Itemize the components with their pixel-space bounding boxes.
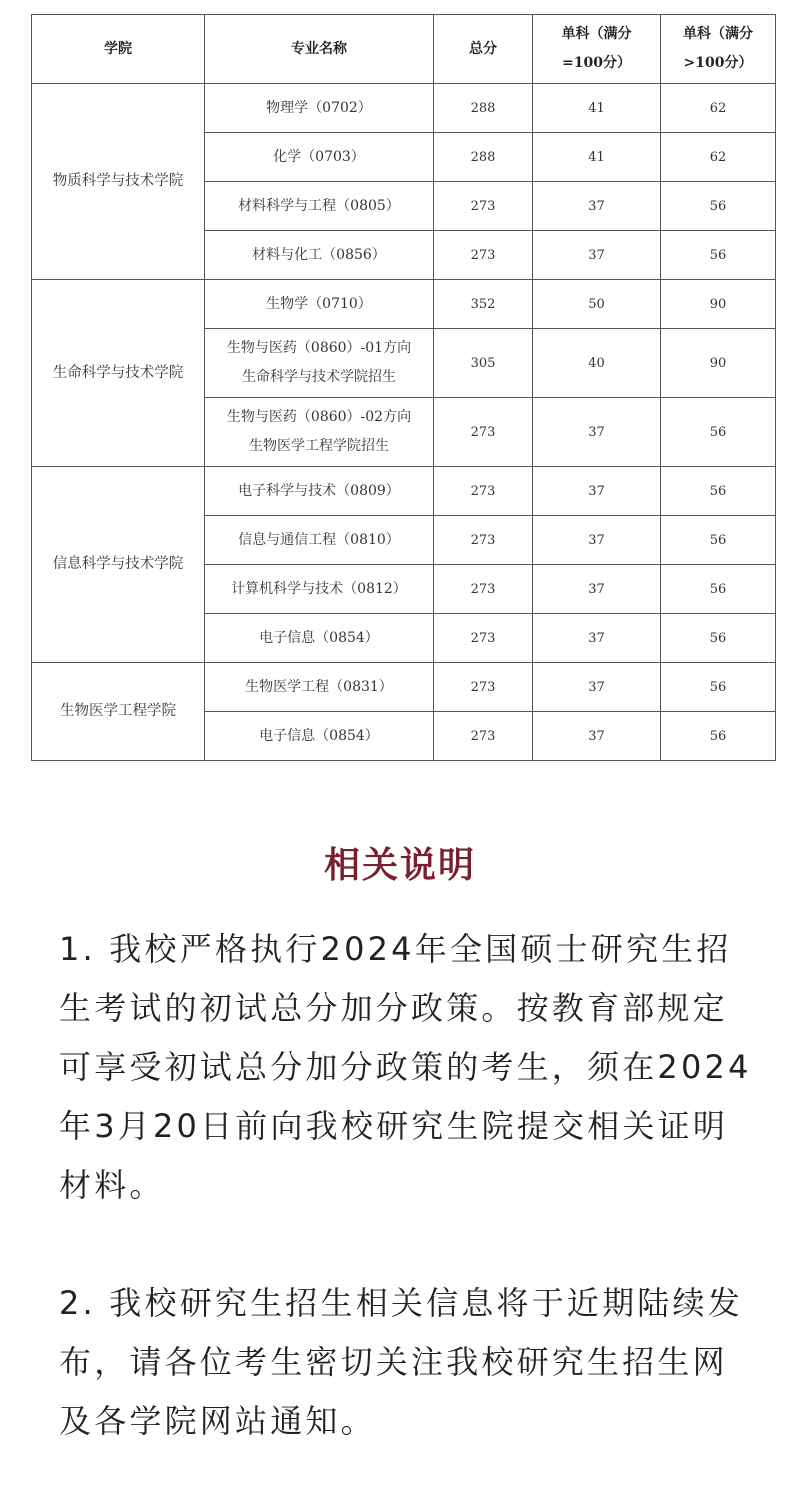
single-over-100-cell: 56 — [661, 182, 776, 231]
single-100-cell: 37 — [533, 182, 661, 231]
single-100-cell: 37 — [533, 398, 661, 467]
major-name-line: 生命科学与技术学院招生 — [242, 369, 396, 385]
header-single-100-line1: 单科（满分 — [561, 26, 632, 42]
major-name-line: 生物与医药（0860）-01方向 — [226, 340, 412, 356]
single-over-100-cell: 62 — [661, 133, 776, 182]
total-score-cell: 273 — [434, 182, 533, 231]
single-100-cell: 37 — [533, 467, 661, 516]
total-score-cell: 288 — [434, 84, 533, 133]
total-score-cell: 273 — [434, 231, 533, 280]
single-over-100-cell: 62 — [661, 84, 776, 133]
major-cell — [205, 663, 434, 712]
major-cell — [205, 614, 434, 663]
total-score-cell: 273 — [434, 467, 533, 516]
single-over-100-cell: 56 — [661, 565, 776, 614]
header-single-over-100-line2: >100分） — [683, 55, 753, 71]
major-cell — [205, 398, 434, 467]
major-cell — [205, 712, 434, 761]
total-score-cell: 273 — [434, 565, 533, 614]
total-score-cell: 305 — [434, 329, 533, 398]
single-100-cell: 37 — [533, 712, 661, 761]
total-score-cell: 273 — [434, 712, 533, 761]
major-cell — [205, 84, 434, 133]
single-100-cell: 37 — [533, 663, 661, 712]
total-score-cell: 352 — [434, 280, 533, 329]
major-cell — [205, 329, 434, 398]
total-score-cell: 273 — [434, 614, 533, 663]
college-cell: 信息科学与技术学院 — [32, 467, 205, 663]
major-name-line: 化学（0703） — [273, 148, 365, 165]
score-line-table — [31, 14, 776, 761]
major-name-line: 计算机科学与技术（0812） — [231, 580, 407, 597]
table-row — [32, 467, 776, 516]
note-paragraph-1: 1. 我校严格执行2024年全国硕士研究生招生考试的初试总分加分政策。按教育部规定可享受初试总分加分政策的考生，须在2024年3月20日前向我校研究生院提交相关证明材料。 — [59, 930, 752, 1204]
college-cell: 生命科学与技术学院 — [32, 280, 205, 467]
single-100-cell: 41 — [533, 84, 661, 133]
note-paragraph-2: 2. 我校研究生招生相关信息将于近期陆续发布，请各位考生密切关注我校研究生招生网及各学院网站通知。 — [59, 1284, 743, 1440]
single-over-100-cell: 56 — [661, 467, 776, 516]
header-major: 专业名称 — [205, 15, 434, 84]
major-name-line: 生物医学工程学院招生 — [249, 438, 389, 454]
major-name-line: 电子信息（0854） — [259, 629, 379, 646]
single-over-100-cell: 56 — [661, 614, 776, 663]
header-single-over-100-line1: 单科（满分 — [683, 26, 753, 42]
major-name-line: 生物医学工程（0831） — [245, 678, 393, 695]
header-single-100 — [533, 15, 661, 84]
major-cell — [205, 182, 434, 231]
major-name-line: 材料与化工（0856） — [252, 246, 386, 263]
header-single-100-line2: =100分） — [562, 55, 631, 71]
table-header-row — [32, 15, 776, 84]
single-over-100-cell: 90 — [661, 280, 776, 329]
single-100-cell: 37 — [533, 516, 661, 565]
major-cell — [205, 467, 434, 516]
single-100-cell: 37 — [533, 231, 661, 280]
major-cell — [205, 516, 434, 565]
single-100-cell: 37 — [533, 565, 661, 614]
section-title: 相关说明 — [323, 845, 476, 886]
major-name-line: 信息与通信工程（0810） — [238, 531, 400, 548]
single-100-cell: 37 — [533, 614, 661, 663]
single-over-100-cell: 90 — [661, 329, 776, 398]
single-over-100-cell: 56 — [661, 712, 776, 761]
header-college: 学院 — [32, 15, 205, 84]
college-cell: 物质科学与技术学院 — [32, 84, 205, 280]
major-name-line: 物理学（0702） — [266, 99, 372, 116]
major-name-line: 生物学（0710） — [266, 295, 372, 312]
total-score-cell: 273 — [434, 663, 533, 712]
header-total: 总分 — [434, 15, 533, 84]
single-100-cell: 41 — [533, 133, 661, 182]
table-row — [32, 84, 776, 133]
major-name-line: 材料科学与工程（0805） — [238, 197, 400, 214]
single-over-100-cell: 56 — [661, 663, 776, 712]
major-cell — [205, 133, 434, 182]
single-over-100-cell: 56 — [661, 231, 776, 280]
major-cell — [205, 280, 434, 329]
single-100-cell: 40 — [533, 329, 661, 398]
header-single-over-100 — [661, 15, 776, 84]
single-over-100-cell: 56 — [661, 516, 776, 565]
total-score-cell: 273 — [434, 398, 533, 467]
major-cell — [205, 565, 434, 614]
table-row — [32, 280, 776, 329]
major-name-line: 电子科学与技术（0809） — [238, 482, 400, 499]
total-score-cell: 288 — [434, 133, 533, 182]
table-row — [32, 663, 776, 712]
total-score-cell: 273 — [434, 516, 533, 565]
single-over-100-cell: 56 — [661, 398, 776, 467]
major-name-line: 生物与医药（0860）-02方向 — [226, 409, 412, 425]
major-name-line: 电子信息（0854） — [259, 727, 379, 744]
single-100-cell: 50 — [533, 280, 661, 329]
table-body — [32, 84, 776, 761]
college-cell: 生物医学工程学院 — [32, 663, 205, 761]
major-cell — [205, 231, 434, 280]
